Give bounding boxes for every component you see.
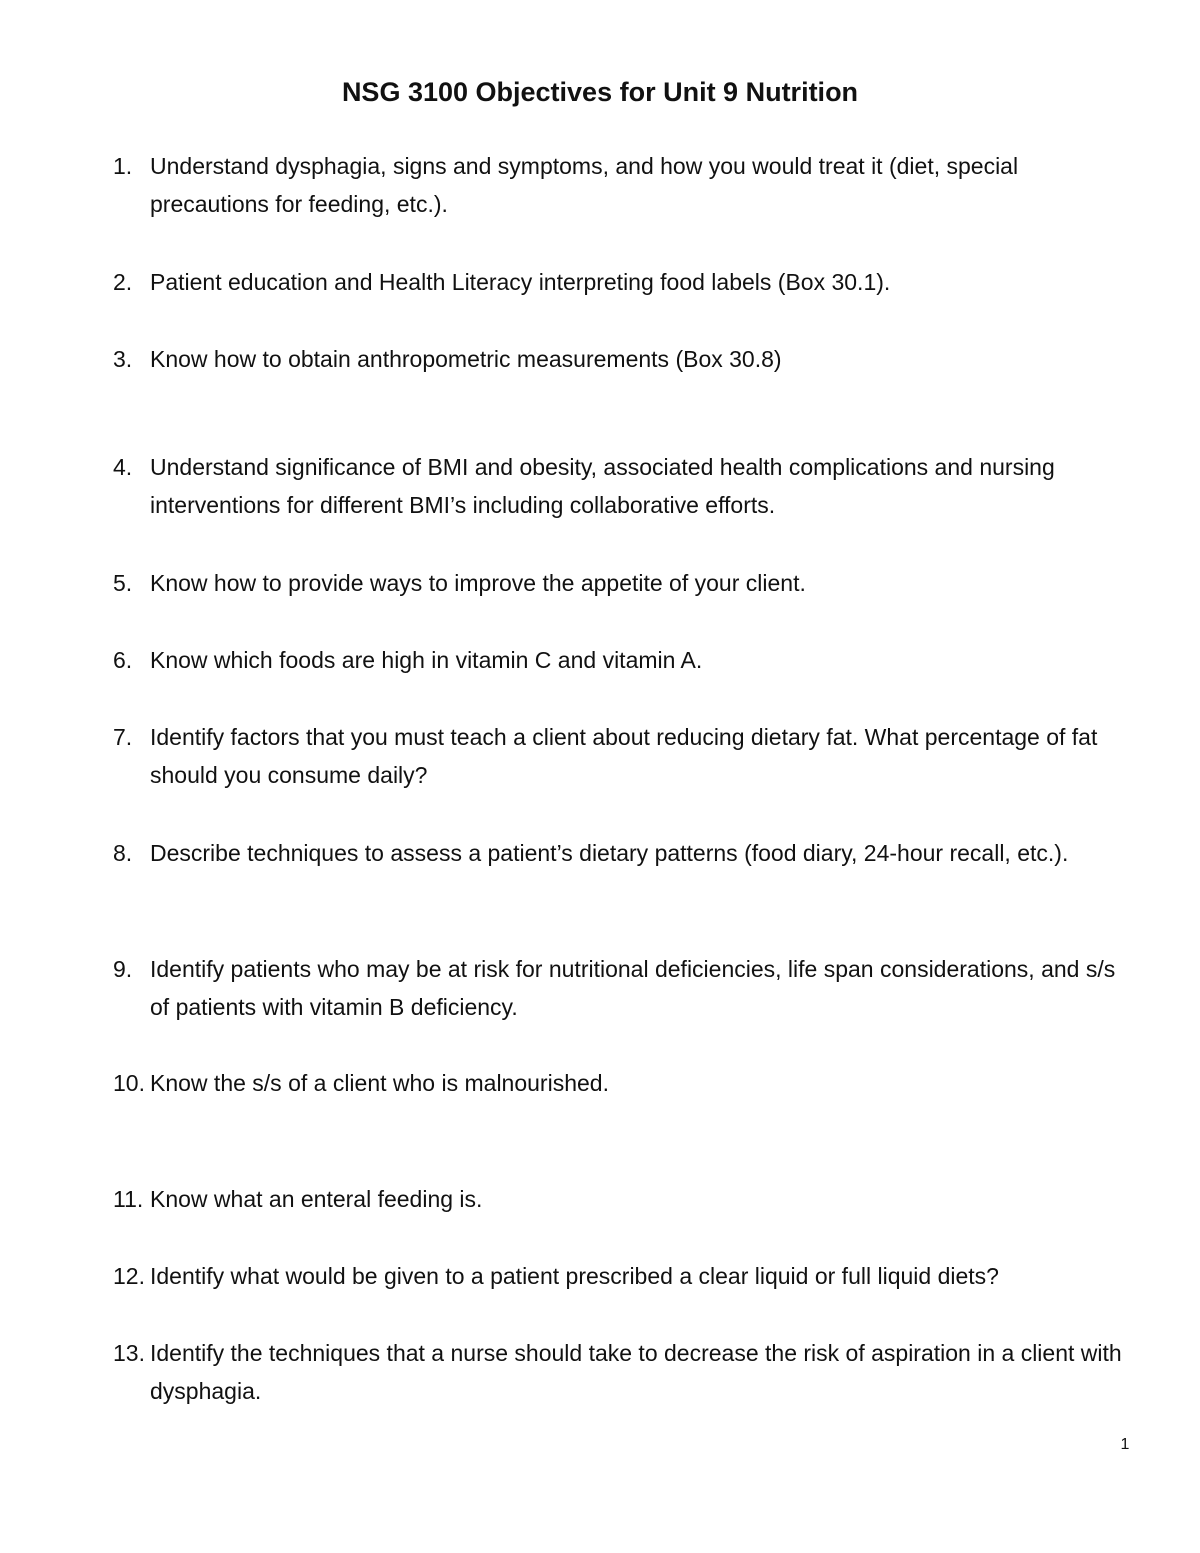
objective-item-13 — [113, 1334, 1123, 1410]
objective-number: 10. — [113, 1070, 145, 1096]
objective-item-6 — [113, 641, 1123, 679]
objective-item-4 — [113, 448, 1123, 524]
objective-item-9 — [113, 950, 1123, 1026]
objective-text: Know what an enteral feeding is. — [150, 1186, 483, 1212]
objective-text: Understand dysphagia, signs and symptoms, and how you would treat it (diet, special precautions for feeding, etc.). — [150, 153, 1019, 217]
objective-item-5 — [113, 564, 1123, 602]
objective-text: Identify the techniques that a nurse should take to decrease the risk of aspiration in a client with dysphagia. — [150, 1340, 1122, 1404]
objective-text: Understand significance of BMI and obesity, associated health complications and nursing interventions for different BMI’s including collaborative efforts. — [150, 454, 1055, 518]
objective-number: 5. — [113, 570, 133, 596]
objective-number: 1. — [113, 153, 133, 179]
objective-text: Identify patients who may be at risk for nutritional deficiencies, life span considerations, and s/s of patients with vitamin B deficiency. — [150, 956, 1116, 1020]
objective-number: 12. — [113, 1263, 145, 1289]
objective-item-11 — [113, 1180, 1123, 1218]
page-number: 1 — [1120, 1436, 1130, 1453]
objective-number: 6. — [113, 647, 133, 673]
objective-number: 4. — [113, 454, 133, 480]
objective-number: 13. — [113, 1340, 145, 1366]
objective-text: Know the s/s of a client who is malnourished. — [150, 1070, 609, 1096]
objective-item-7 — [113, 718, 1123, 794]
objective-text: Identify factors that you must teach a client about reducing dietary fat. What percentage of fat should you consume daily? — [150, 724, 1098, 788]
objective-number: 3. — [113, 346, 133, 372]
objective-item-8 — [113, 834, 1123, 872]
objective-number: 8. — [113, 840, 133, 866]
objective-item-12 — [113, 1257, 1123, 1295]
objective-text: Know how to provide ways to improve the appetite of your client. — [150, 570, 806, 596]
objective-text: Identify what would be given to a patient prescribed a clear liquid or full liquid diets? — [150, 1263, 999, 1289]
objective-item-3 — [113, 340, 1123, 378]
objective-text: Describe techniques to assess a patient’s dietary patterns (food diary, 24-hour recall, etc.). — [150, 840, 1069, 866]
objective-text: Patient education and Health Literacy interpreting food labels (Box 30.1). — [150, 269, 891, 295]
objective-number: 11. — [113, 1186, 144, 1212]
objective-number: 2. — [113, 269, 133, 295]
objective-number: 7. — [113, 724, 133, 750]
objective-item-1 — [113, 147, 1123, 223]
objective-item-10 — [113, 1064, 1123, 1102]
objective-text: Know which foods are high in vitamin C and vitamin A. — [150, 647, 703, 673]
page-title: NSG 3100 Objectives for Unit 9 Nutrition — [341, 77, 859, 107]
objective-item-2 — [113, 263, 1123, 301]
objective-text: Know how to obtain anthropometric measurements (Box 30.8) — [150, 346, 782, 372]
objective-number: 9. — [113, 956, 133, 982]
